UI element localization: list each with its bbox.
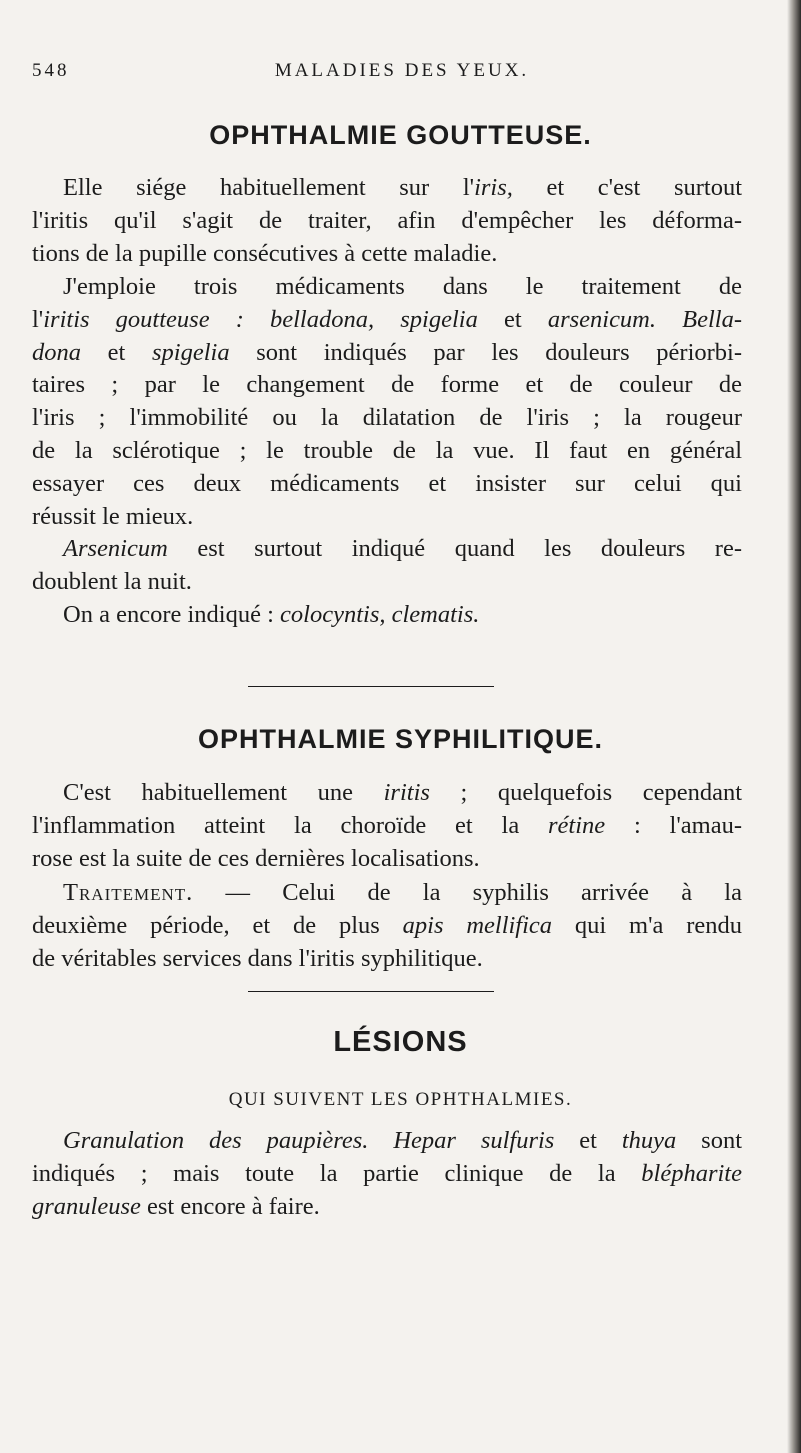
section-heading-syphilitique: OPHTHALMIE SYPHILITIQUE. xyxy=(197,724,604,754)
text-line: C'est habituellement une iritis ; quelquefois cependant xyxy=(63,779,742,806)
paragraph-goutteuse-3 xyxy=(32,533,742,599)
paragraph-syphilitique-1 xyxy=(32,777,742,875)
text-line: J'emploie trois médicaments dans le traitement de xyxy=(63,273,742,300)
text-line: l'iritis qu'il s'agit de traiter, afin d'empêcher les déforma- xyxy=(32,206,742,234)
section-divider xyxy=(248,686,494,687)
text-line: réussit le mieux. xyxy=(32,502,194,530)
text-line: taires ; par le changement de forme et de couleur de xyxy=(32,371,742,399)
text-line: On a encore indiqué : colocyntis, clematis. xyxy=(63,601,480,628)
running-head xyxy=(32,60,772,84)
section-heading-lesions: LÉSIONS xyxy=(333,1026,468,1058)
text-line: rose est la suite de ces dernières localisations. xyxy=(32,844,480,872)
text-line: doublent la nuit. xyxy=(32,567,192,595)
text-line: deuxième période, et de plus apis mellifica qui m'a rendu xyxy=(32,911,742,939)
section-subheading: QUI SUIVENT LES OPHTHALMIES. xyxy=(228,1089,573,1110)
text-line: Traitement. — Celui de la syphilis arrivée à la xyxy=(63,879,742,906)
text-line: tions de la pupille consécutives à cette maladie. xyxy=(32,239,498,267)
text-line: l'iritis goutteuse : belladona, spigelia et arsenicum. Bella- xyxy=(32,305,743,333)
text-line: Elle siége habituellement sur l'iris, et c'est surtout xyxy=(63,174,742,201)
text-line: de véritables services dans l'iritis syphilitique. xyxy=(32,944,483,972)
section-divider xyxy=(248,991,494,992)
text-line: Arsenicum est surtout indiqué quand les douleurs re- xyxy=(63,535,742,562)
text-line: l'iris ; l'immobilité ou la dilatation de l'iris ; la rougeur xyxy=(32,404,742,432)
paragraph-syphilitique-2 xyxy=(32,877,742,975)
paragraph-goutteuse-4 xyxy=(32,599,742,632)
text-line: indiqués ; mais toute la partie clinique de la blépharite xyxy=(32,1159,742,1187)
section-heading-goutteuse: OPHTHALMIE GOUTTEUSE. xyxy=(209,120,592,150)
text-line: l'inflammation atteint la choroïde et la rétine : l'amau- xyxy=(32,811,742,839)
text-line: essayer ces deux médicaments et insister sur celui qui xyxy=(32,469,742,497)
text-line: dona et spigelia sont indiqués par les douleurs périorbi- xyxy=(32,338,742,366)
paragraph-lesions-1 xyxy=(32,1125,742,1223)
text-line: granuleuse est encore à faire. xyxy=(32,1192,320,1220)
paragraph-goutteuse-1 xyxy=(32,172,742,270)
paragraph-goutteuse-2 xyxy=(32,271,742,533)
running-title: MALADIES DES YEUX. xyxy=(274,60,530,81)
text-line: Granulation des paupières. Hepar sulfuris et thuya sont xyxy=(63,1127,742,1154)
text-line: de la sclérotique ; le trouble de la vue. Il faut en général xyxy=(32,436,742,464)
page-number: 548 xyxy=(32,60,70,81)
